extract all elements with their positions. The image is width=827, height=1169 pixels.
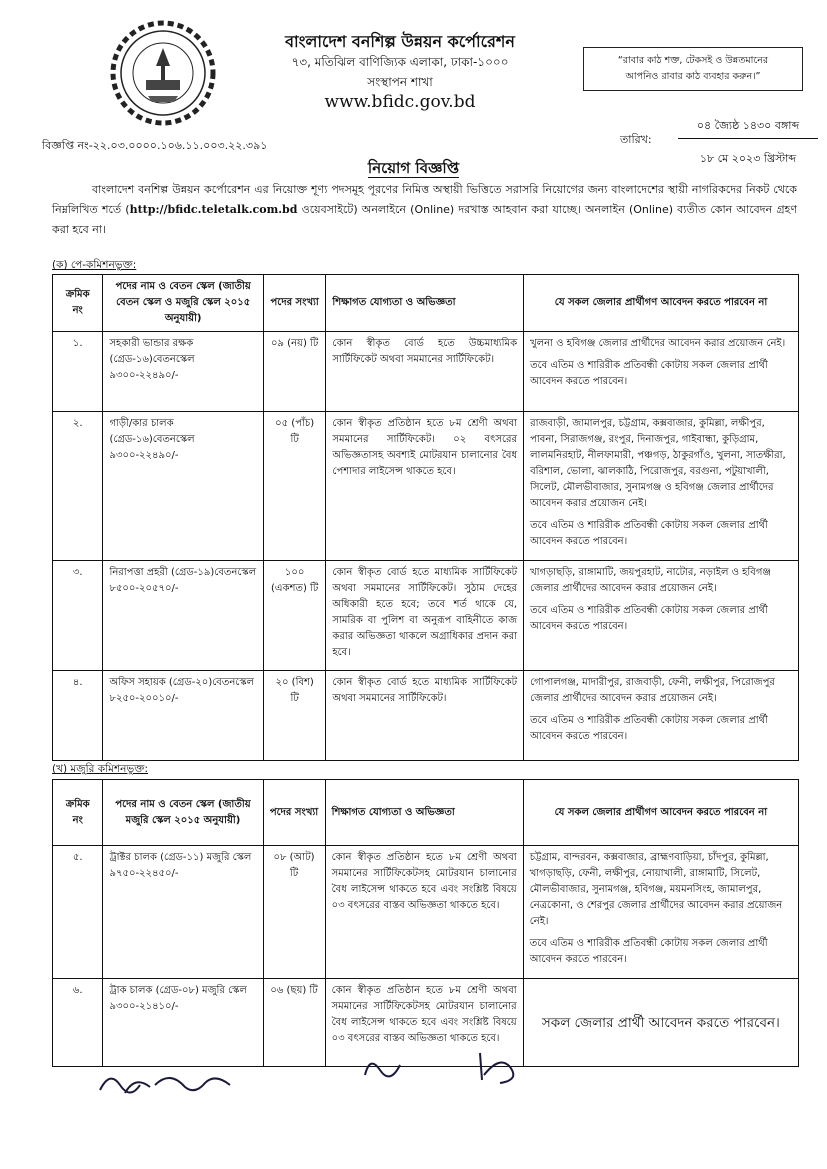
- section-b-table: [52, 779, 799, 1067]
- org-name: বাংলাদেশ বনশিল্প উন্নয়ন কর্পোরেশন: [285, 32, 515, 51]
- date-bangla: ০৪ জ্যৈষ্ঠ ১৪৩০ বঙ্গাব্দ: [678, 117, 818, 139]
- header-qualification: শিক্ষাগত যোগ্যতা ও অভিজ্ঞতা: [325, 780, 523, 846]
- row-count: ২০ (বিশ) টি: [263, 671, 325, 761]
- header-qualification: শিক্ষাগত যোগ্যতা ও অভিজ্ঞতা: [326, 275, 524, 332]
- section-a-label: (ক) পে-কমিশনভুক্ত:: [52, 259, 137, 271]
- row-count: ০৮ (আট) টি: [263, 846, 325, 979]
- row-post: ট্রাক চালক (গ্রেড-০৮) মজুরি স্কেল ৯৩০০-২১৪১০/-: [103, 979, 263, 1067]
- row-qualification: কোন স্বীকৃত প্রতিষ্ঠান হতে ৮ম শ্রেণী অথবা সমমানের সার্টিফিকেটসহ মোটরযান চালানোর বৈধ লাইসেন্স থাকতে হবে এবং সংশ্লিষ্ট বিষয়ে ০৩ বৎসরের বাস্তব অভিজ্ঞতা থাকতে হবে।: [325, 846, 523, 979]
- district-restriction: রাজবাড়ী, জামালপুর, চট্টগ্রাম, কক্সবাজার, কুমিল্লা, লক্ষীপুর, পাবনা, সিরাজগঞ্জ, রংপুর, দিনাজপুর, গাইবান্ধা, কুড়িগ্রাম, লালমনিরহাট, নীলফামারী, পঞ্চগড়, ঠাকুরগাঁও, খুলনা, সাতক্ষীরা, বরিশাল, ভোলা, ঝালকাঠি, পিরোজপুর, বরগুনা, পটুয়াখালী, সিলেট, মৌলভীবাজার, সুনামগঞ্জ ও হবিগঞ্জ জেলার প্রার্থীদের আবেদন করার প্রয়োজন নেই।: [530, 418, 786, 509]
- application-url[interactable]: http://bfidc.teletalk.com.bd: [129, 203, 298, 216]
- page-title: নিয়োগ বিজ্ঞপ্তি: [367, 159, 460, 177]
- row-sl: ১.: [53, 332, 103, 412]
- date-label: তারিখ:: [620, 133, 652, 146]
- row-sl: ৪.: [53, 671, 103, 761]
- district-restriction: চট্টগ্রাম, বান্দরবন, কক্সবাজার, ব্রাহ্মণবাড়িয়া, চাঁদপুর, কুমিল্লা, খাগড়াছড়ি, ফেনী, লক্ষীপুর, নোয়াখালী, রাঙ্গামাটি, সিলেট, মৌলভীবাজার, সুনামগঞ্জ, হবিগঞ্জ, ময়মনসিংহ, জামালপুর, নেত্রকোনা, ও শেরপুর জেলার প্রার্থীদের আবেদন করার প্রয়োজন নেই।: [529, 852, 783, 927]
- row-count: ০৯ (নয়) টি: [263, 332, 325, 412]
- signature-right: [360, 1045, 530, 1090]
- quota-note: তবে এতিম ও শারিরীক প্রতিবন্ধী কোটায় সকল জেলার প্রার্থী আবেদন করতে পারবেন।: [530, 605, 768, 632]
- row-districts: [524, 332, 799, 412]
- section-b-label: (খ) মজুরি কমিশনভুক্ত:: [52, 763, 148, 775]
- header-count: পদের সংখ্যা: [263, 780, 325, 846]
- header-count: পদের সংখ্যা: [263, 275, 325, 332]
- district-restriction: খুলনা ও হবিগঞ্জ জেলার প্রার্থীদের আবেদন করার প্রয়োজন নেই।: [530, 338, 786, 349]
- row-qualification: কোন স্বীকৃত প্রতিষ্ঠান হতে ৮ম শ্রেণী অথবা সমমানের সার্টিফিকেট। ০২ বৎসরের অভিজ্ঞতাসহ অবশ্যই মোটরযান চালানোর বৈধ পেশাদার লাইসেন্স থাকতে হবে।: [326, 412, 524, 561]
- district-restriction: গোপালগঞ্জ, মাদারীপুর, রাজবাড়ী, ফেনী, লক্ষীপুর, পিরোজপুর জেলার প্রার্থীদের আবেদন করার প্রয়োজন নেই।: [530, 677, 775, 704]
- intro-paragraph: [52, 180, 797, 240]
- row-qualification: কোন স্বীকৃত বোর্ড হতে মাধ্যমিক সার্টিফিকেট অথবা সমমানের সার্টিফিকেট। সুঠাম দেহের অধিকারী হতে হবে; তবে শর্ত থাকে যে, সামরিক বা পুলিশ বা অনুরূপ বাহিনীতে কাজ করার অভিজ্ঞতা থাকলে অগ্রাধিকার প্রদান করা হবে।: [326, 561, 524, 671]
- slogan-line-1: “রাবার কাঠ শক্ত, টেকসই ও উন্নতমানের: [617, 55, 769, 66]
- row-post: গাড়ী/কার চালক (গ্রেড-১৬)বেতনস্কেল ৯৩০০-২২৪৯০/-: [103, 412, 264, 561]
- table-row: [53, 412, 799, 561]
- table-header-row: [53, 780, 799, 846]
- row-count: ০৬ (ছয়) টি: [263, 979, 325, 1067]
- table-row: [53, 561, 799, 671]
- district-restriction: খাগড়াছড়ি, রাঙ্গামাটি, জয়পুরহাট, নাটোর, নড়াইল ও হবিগঞ্জ জেলার প্রার্থীদের আবেদন করার প্রয়োজন নেই।: [530, 567, 771, 594]
- date-english: ১৮ মে ২০২৩ খ্রিস্টাব্দ: [699, 152, 797, 165]
- rubber-wood-slogan: [583, 47, 803, 91]
- org-address: ৭৩, মতিঝিল বাণিজ্যিক এলাকা, ঢাকা-১০০০: [291, 55, 509, 69]
- bfidc-logo: [108, 18, 218, 128]
- row-count: ১০০ (একশত) টি: [263, 561, 325, 671]
- row-sl: ৫.: [53, 846, 103, 979]
- org-branch: সংস্থাপন শাখা: [367, 75, 433, 89]
- header-sl: ক্রমিক নং: [53, 780, 103, 846]
- row-districts: [524, 671, 799, 761]
- row-sl: ২.: [53, 412, 103, 561]
- quota-note: তবে এতিম ও শারিরীক প্রতিবন্ধী কোটায় সকল জেলার প্রার্থী আবেদন করতে পারবেন।: [530, 360, 768, 387]
- row-districts: [523, 846, 798, 979]
- row-districts: [524, 412, 799, 561]
- section-a-table: [52, 274, 799, 761]
- header-districts: যে সকল জেলার প্রার্থীগণ আবেদন করতে পারবেন না: [524, 275, 799, 332]
- row-post: সহকারী ভান্ডার রক্ষক (গ্রেড-১৬)বেতনস্কেল ৯৩০০-২২৪৯০/-: [103, 332, 264, 412]
- row-sl: ৩.: [53, 561, 103, 671]
- quota-note: তবে এতিম ও শারিরীক প্রতিবন্ধী কোটায় সকল জেলার প্রার্থী আবেদন করতে পারবেন।: [530, 715, 768, 742]
- row-qualification: কোন স্বীকৃত প্রতিষ্ঠান হতে ৮ম শ্রেণী অথবা সমমানের সার্টিফিকেটসহ মোটরযান চালানোর বৈধ লাইসেন্স থাকতে হবে এবং সংশ্লিষ্ট বিষয়ে ০৩ বৎসরের বাস্তব অভিজ্ঞতা থাকতে হবে।: [325, 979, 523, 1067]
- header-post: পদের নাম ও বেতন স্কেল (জাতীয় মজুরি স্কেল ২০১৫ অনুযায়ী): [103, 780, 263, 846]
- row-post: অফিস সহায়ক (গ্রেড-২০)বেতনস্কেল ৮২৫০-২০০১০/-: [103, 671, 264, 761]
- table-row: [53, 671, 799, 761]
- row-districts: সকল জেলার প্রার্থী আবেদন করতে পারবেন।: [523, 979, 798, 1067]
- table-row: [53, 332, 799, 412]
- row-post: নিরাপত্তা প্রহরী (গ্রেড-১৯)বেতনস্কেল ৮৫০০-২০৫৭০/-: [103, 561, 264, 671]
- table-row: [53, 846, 799, 979]
- quota-note: তবে এতিম ও শারিরীক প্রতিবন্ধী কোটায় সকল জেলার প্রার্থী আবেদন করতে পারবেন।: [530, 520, 768, 547]
- header-post: পদের নাম ও বেতন স্কেল (জাতীয় বেতন স্কেল ও মজুরি স্কেল ২০১৫ অনুযায়ী): [103, 275, 264, 332]
- row-count: ০৫ (পাঁচ) টি: [263, 412, 325, 561]
- row-qualification: কোন স্বীকৃত বোর্ড হতে উচ্চমাধ্যমিক সার্টিফিকেট অথবা সমমানের সার্টিফিকেট।: [326, 332, 524, 412]
- row-post: ট্রাক্টর চালক (গ্রেড-১১) মজুরি স্কেল ৯৭৫০-২২৪৫০/-: [103, 846, 263, 979]
- slogan-line-2: আপনিও রাবার কাঠ ব্যবহার করুন।”: [625, 71, 761, 82]
- row-sl: ৬.: [53, 979, 103, 1067]
- header-sl: ক্রমিক নং: [53, 275, 103, 332]
- table-header-row: [53, 275, 799, 332]
- header-districts: যে সকল জেলার প্রার্থীগণ আবেদন করতে পারবেন না: [523, 780, 798, 846]
- intro-part-2: ওয়েবসাইটে) অনলাইনে (Online) দরখাস্ত আহবান করা যাচ্ছে। অনলাইন (Online) ব্যতীত কোন আবেদন গ্রহণ করা হবে না।: [52, 203, 797, 236]
- memo-number: বিজ্ঞপ্তি নং-২২.০৩.০০০০.১০৬.১১.০০৩.২২.৩৯১: [42, 139, 268, 152]
- quota-note: তবে এতিম ও শারিরীক প্রতিবন্ধী কোটায় সকল জেলার প্রার্থী আবেদন করতে পারবেন।: [529, 938, 768, 965]
- row-qualification: কোন স্বীকৃত বোর্ড হতে মাধ্যমিক সার্টিফিকেট অথবা সমমানের সার্টিফিকেট।: [326, 671, 524, 761]
- org-website: www.bfidc.gov.bd: [324, 92, 476, 112]
- intro-part-1: বাংলাদেশ বনশিল্প উন্নয়ন কর্পোরেশন এর নিয়োক্ত শূণ্য পদসমূহ পূরণের নিমিত্ত অস্থায়ী ভিত্তিতে সরাসরি নিয়োগের জন্য বাংলাদেশের স্থায়ী নাগরিকদের নিকট থেকে নিম্নলিখিত শর্তে (: [52, 183, 797, 216]
- organization-header: [230, 32, 570, 112]
- row-districts: [524, 561, 799, 671]
- signature-left: [95, 1065, 255, 1105]
